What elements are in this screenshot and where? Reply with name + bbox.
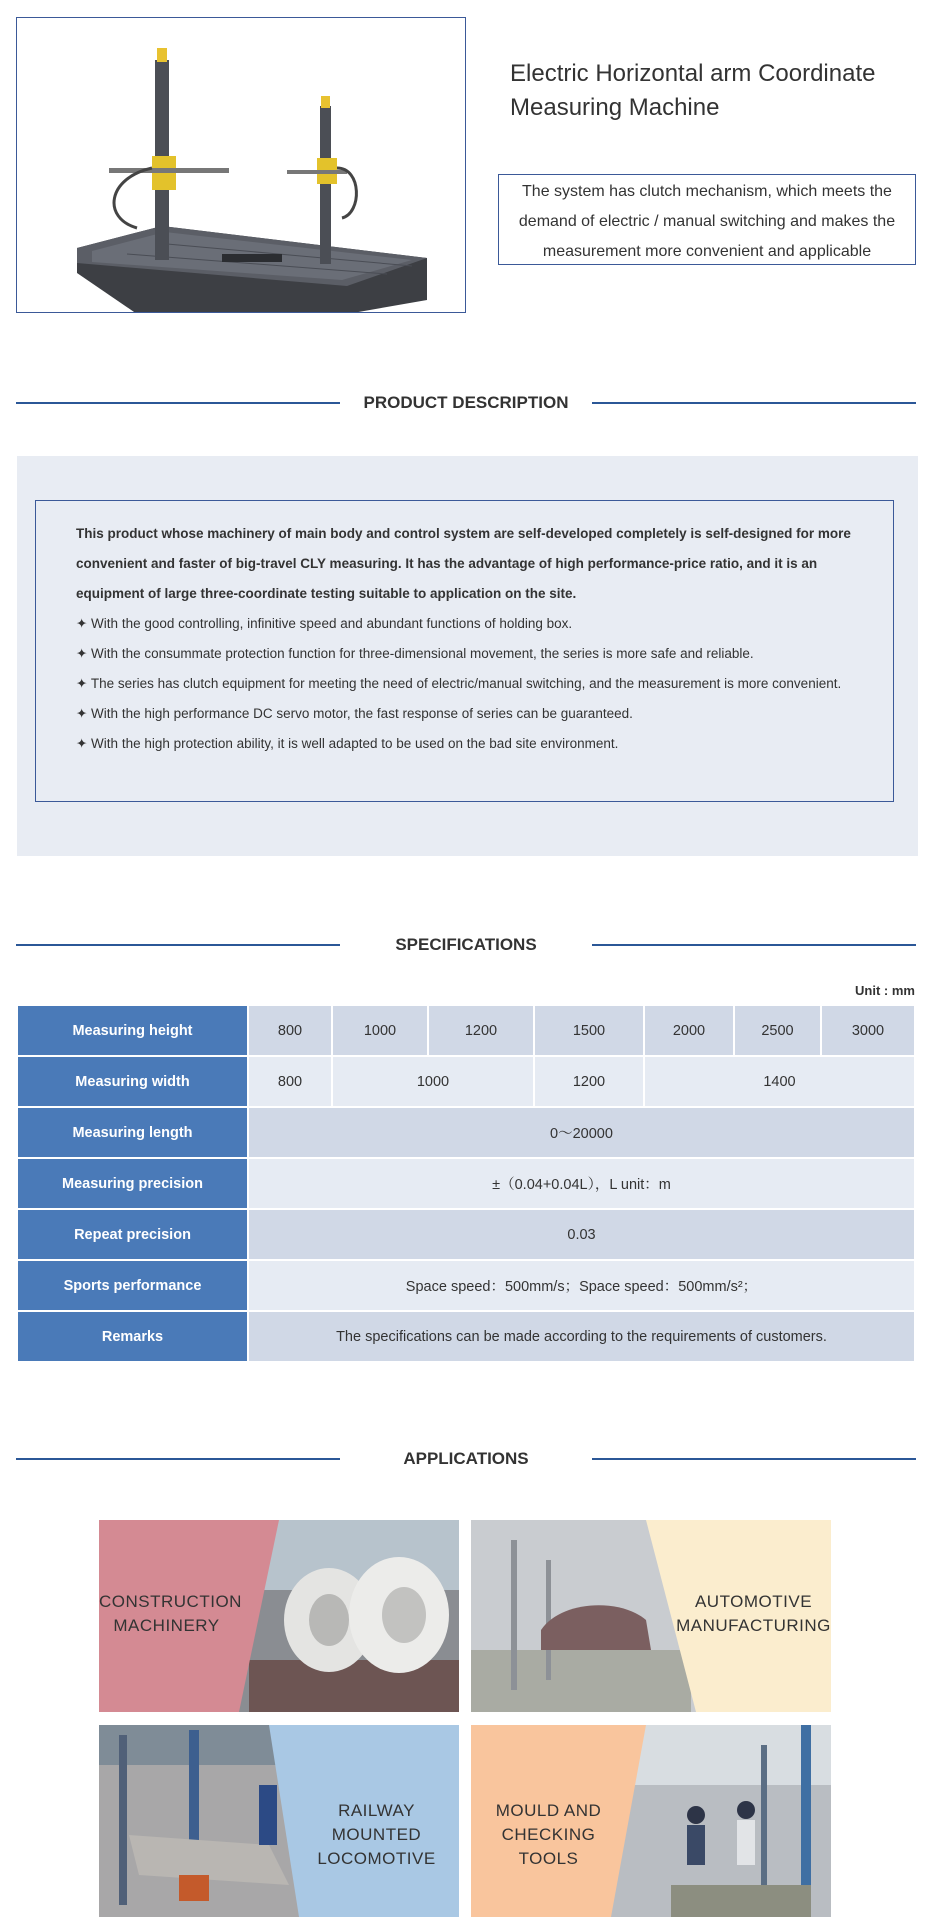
product-image [16,17,466,313]
table-cell: 1200 [534,1056,644,1107]
product-summary: The system has clutch mechanism, which meets the demand of electric / manual switching and makes the measurement more convenient and applicable [498,174,916,265]
table-cell: 3000 [821,1005,915,1056]
table-cell: 2000 [644,1005,734,1056]
description-bullet: ✦ With the high protection ability, it is well adapted to be used on the bad site environment. [76,736,619,751]
section-heading-applications [16,1444,916,1474]
divider-line [592,944,916,946]
application-label [99,1590,242,1638]
label-line: LOCOMOTIVE [317,1849,436,1868]
divider-line [592,402,916,404]
table-row [17,1311,915,1362]
product-title: Electric Horizontal arm Coordinate Measuring Machine [510,60,876,121]
table-row [17,1209,915,1260]
row-label: Measuring width [17,1056,248,1107]
table-cell: 800 [248,1005,332,1056]
divider-line [16,1458,340,1460]
application-tile-mould[interactable] [471,1725,831,1917]
description-bullet: ✦ The series has clutch equipment for meeting the need of electric/manual switching, and the measurement is more convenient. [76,676,842,691]
application-label [676,1590,831,1638]
section-title: APPLICATIONS [403,1449,529,1468]
table-cell: ±（0.04+0.04L），L unit：m [248,1158,915,1209]
label-line: RAILWAY MOUNTED [331,1801,422,1844]
divider-line [16,944,340,946]
table-row [17,1158,915,1209]
section-heading-description [16,388,916,418]
row-label: Measuring height [17,1005,248,1056]
label-line: CONSTRUCTION [99,1592,242,1611]
table-row [17,1056,915,1107]
application-tile-automotive[interactable] [471,1520,831,1712]
table-row [17,1260,915,1311]
description-bullet: ✦ With the high performance DC servo motor, the fast response of series can be guaranteed. [76,706,633,721]
description-box [35,500,894,802]
divider-line [592,1458,916,1460]
table-cell: The specifications can be made according to the requirements of customers. [248,1311,915,1362]
description-bullet: ✦ With the good controlling, infinitive speed and abundant functions of holding box. [76,616,573,631]
application-label [471,1799,626,1871]
table-cell: 1400 [644,1056,915,1107]
application-tile-railway[interactable] [99,1725,459,1917]
table-cell: 0.03 [248,1209,915,1260]
table-cell: 1000 [332,1056,534,1107]
application-label [294,1799,459,1871]
divider-line [16,402,340,404]
section-heading-specifications [16,930,916,960]
table-cell: 2500 [734,1005,821,1056]
label-line: MANUFACTURING [676,1616,831,1635]
application-tile-construction[interactable] [99,1520,459,1712]
table-cell: 1500 [534,1005,644,1056]
table-cell: 1200 [428,1005,534,1056]
description-bullet: ✦ With the consummate protection function for three-dimensional movement, the series is more safe and reliable. [76,646,754,661]
label-line: MOULD AND [495,1801,602,1820]
label-line: MACHINERY [113,1616,220,1635]
row-label: Remarks [17,1311,248,1362]
description-intro: This product whose machinery of main body and control system are self-developed completely is self-designed for more convenient and faster of big-travel CLY measuring. It has the advantage of high performance-price ratio, and it is an equipment of large three-coordinate testing suitable to application on the site. [76,526,851,601]
row-label: Measuring length [17,1107,248,1158]
table-cell: 800 [248,1056,332,1107]
row-label: Repeat precision [17,1209,248,1260]
table-row [17,1107,915,1158]
section-title: PRODUCT DESCRIPTION [363,393,569,412]
table-cell: 1000 [332,1005,428,1056]
table-row [17,1005,915,1056]
label-line: AUTOMOTIVE [694,1592,813,1611]
section-title: SPECIFICATIONS [395,935,537,954]
label-line: CHECKING TOOLS [501,1825,596,1868]
row-label: Sports performance [17,1260,248,1311]
specifications-table [16,1004,916,1363]
table-cell: 0～20000 [248,1107,915,1158]
unit-label: Unit : mm [855,983,915,998]
row-label: Measuring precision [17,1158,248,1209]
table-cell: Space speed：500mm/s；Space speed：500mm/s²； [248,1260,915,1311]
